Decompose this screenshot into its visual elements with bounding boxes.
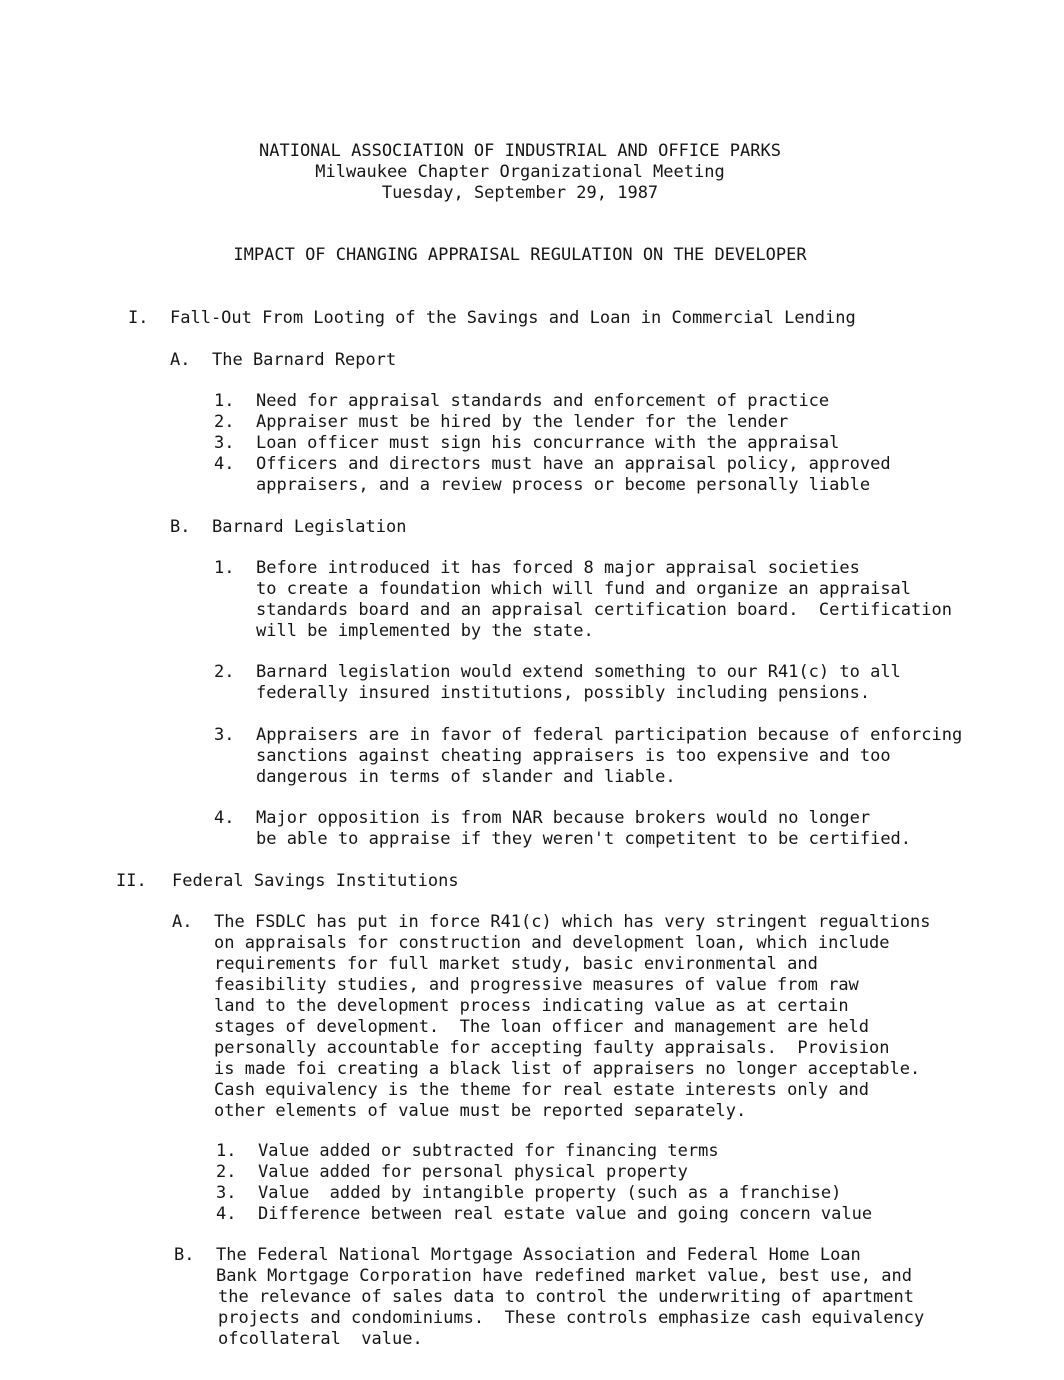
item-marker: 4.	[216, 1204, 237, 1224]
paragraph-line: land to the development process indicating value as at certain	[214, 996, 849, 1016]
list-item-continuation: federally insured institutions, possibly including pensions.	[256, 683, 871, 703]
section-2b-marker: B.	[174, 1245, 195, 1265]
item-marker: 4.	[214, 454, 235, 474]
list-item: Need for appraisal standards and enforcement of practice	[256, 391, 830, 411]
section-2a-marker: A.	[172, 912, 193, 932]
item-marker: 3.	[216, 1183, 237, 1203]
list-item: Difference between real estate value and going concern value	[258, 1204, 873, 1224]
paragraph-line: Bank Mortgage Corporation have redefined market value, best use, and	[216, 1266, 912, 1286]
paragraph-line: The FSDLC has put in force R41(c) which has very stringent regualtions	[214, 912, 931, 932]
document-title: IMPACT OF CHANGING APPRAISAL REGULATION ON THE DEVELOPER	[233, 245, 807, 265]
item-marker: 2.	[216, 1162, 237, 1182]
list-item-continuation: appraisers, and a review process or become personally liable	[256, 475, 871, 495]
list-item: Value added for personal physical property	[258, 1162, 688, 1182]
paragraph-line: other elements of value must be reported separately.	[214, 1101, 747, 1121]
list-item: Loan officer must sign his concurrance with the appraisal	[256, 433, 840, 453]
list-item: Appraiser must be hired by the lender for the lender	[256, 412, 789, 432]
section-1-marker: I.	[128, 308, 149, 328]
list-item: Barnard legislation would extend something to our R41(c) to all	[256, 662, 901, 682]
list-item-continuation: standards board and an appraisal certification board. Certification	[256, 600, 952, 620]
paragraph-line: personally accountable for accepting faulty appraisals. Provision	[214, 1038, 890, 1058]
list-item-continuation: be able to appraise if they weren't competitent to be certified.	[256, 829, 912, 849]
header-meeting: Milwaukee Chapter Organizational Meeting	[315, 162, 725, 182]
paragraph-line: The Federal National Mortgage Association and Federal Home Loan	[216, 1245, 861, 1265]
item-marker: 1.	[214, 391, 235, 411]
paragraph-line: on appraisals for construction and development loan, which include	[214, 933, 890, 953]
paragraph-line: feasibility studies, and progressive measures of value from raw	[214, 975, 859, 995]
paragraph-line: the relevance of sales data to control the underwriting of apartment	[218, 1287, 914, 1307]
list-item-continuation: sanctions against cheating appraisers is too expensive and too	[256, 746, 891, 766]
list-item: Officers and directors must have an appraisal policy, approved	[256, 454, 891, 474]
list-item: Appraisers are in favor of federal participation because of enforcing	[256, 725, 963, 745]
section-1b-heading: Barnard Legislation	[212, 517, 407, 537]
section-1b-marker: B.	[170, 517, 191, 537]
paragraph-line: projects and condominiums. These controls emphasize cash equivalency	[218, 1308, 925, 1328]
item-marker: 2.	[214, 412, 235, 432]
item-marker: 1.	[216, 1141, 237, 1161]
list-item-continuation: to create a foundation which will fund and organize an appraisal	[256, 579, 912, 599]
paragraph-line: is made foi creating a black list of appraisers no longer acceptable.	[214, 1059, 921, 1079]
item-marker: 2.	[214, 662, 235, 682]
list-item: Value added or subtracted for financing terms	[258, 1141, 719, 1161]
paragraph-line: requirements for full market study, basic environmental and	[214, 954, 818, 974]
list-item: Before introduced it has forced 8 major appraisal societies	[256, 558, 860, 578]
paragraph-line: ofcollateral value.	[218, 1329, 423, 1349]
header-date: Tuesday, September 29, 1987	[381, 183, 659, 203]
paragraph-line: stages of development. The loan officer and management are held	[214, 1017, 870, 1037]
item-marker: 3.	[214, 433, 235, 453]
header-organization: NATIONAL ASSOCIATION OF INDUSTRIAL AND OFFICE PARKS	[259, 141, 781, 161]
section-2-marker: II.	[116, 871, 147, 891]
item-marker: 1.	[214, 558, 235, 578]
paragraph-line: Cash equivalency is the theme for real estate interests only and	[214, 1080, 870, 1100]
section-1a-heading: The Barnard Report	[212, 350, 397, 370]
list-item-continuation: dangerous in terms of slander and liable.	[256, 767, 676, 787]
list-item-continuation: will be implemented by the state.	[256, 621, 594, 641]
item-marker: 3.	[214, 725, 235, 745]
section-1a-marker: A.	[170, 350, 191, 370]
item-marker: 4.	[214, 808, 235, 828]
list-item: Major opposition is from NAR because brokers would no longer	[256, 808, 871, 828]
section-2-heading: Federal Savings Institutions	[172, 871, 459, 891]
section-1-heading: Fall-Out From Looting of the Savings and Loan in Commercial Lending	[170, 308, 856, 328]
list-item: Value added by intangible property (such as a franchise)	[258, 1183, 842, 1203]
